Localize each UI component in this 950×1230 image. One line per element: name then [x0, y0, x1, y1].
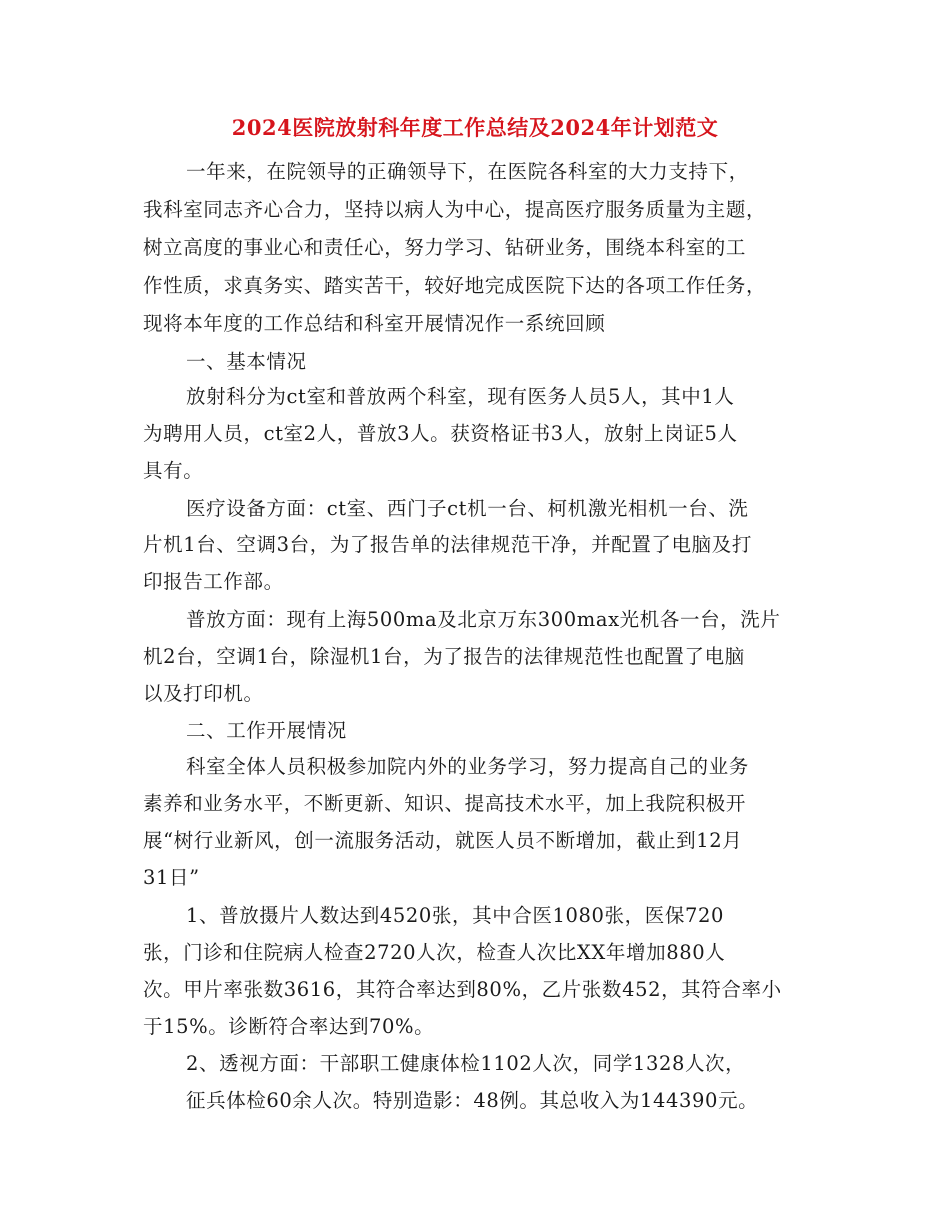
- paragraph-line: 科室全体人员积极参加院内外的业务学习，努力提高自己的业务: [186, 755, 749, 778]
- paragraph-line: 作性质，求真务实、踏实苦干，较好地完成医院下达的各项工作任务，: [143, 274, 767, 297]
- paragraph-line: 普放方面：现有上海500ma及北京万东300max光机各一台，洗片: [186, 608, 781, 631]
- paragraph-line: 一年来，在院领导的正确领导下，在医院各科室的大力支持下，: [186, 160, 749, 183]
- paragraph-line: 放射科分为ct室和普放两个科室，现有医务人员5人，其中1人: [186, 385, 735, 408]
- paragraph-line: 为聘用人员，ct室2人，普放3人。获资格证书3人，放射上岗证5人: [143, 422, 738, 445]
- paragraph-line: 次。甲片率张数3616，其符合率达到80%，乙片张数452，其符合率小: [143, 978, 782, 1001]
- paragraph-line: 张，门诊和住院病人检查2720人次，检查人次比XX年增加880人: [143, 941, 726, 964]
- paragraph-line: 具有。: [143, 459, 204, 482]
- paragraph-line: 医疗设备方面：ct室、西门子ct机一台、柯机激光相机一台、洗: [186, 497, 749, 520]
- paragraph-line: 现将本年度的工作总结和科室开展情况作一系统回顾: [143, 312, 606, 335]
- paragraph-line: 树立高度的事业心和责任心，努力学习、钻研业务，围绕本科室的工: [143, 236, 747, 259]
- paragraph-line: 1、普放摄片人数达到4520张，其中合医1080张，医保720: [186, 904, 724, 927]
- paragraph-line: 素养和业务水平，不断更新、知识、提高技术水平，加上我院积极开: [143, 792, 747, 815]
- paragraph-line: 以及打印机。: [143, 682, 264, 705]
- section-heading: 二、工作开展情况: [186, 719, 347, 742]
- paragraph-line: 机2台，空调1台，除湿机1台，为了报告的法律规范性也配置了电脑: [143, 645, 745, 668]
- paragraph-line: 31日”: [143, 866, 200, 889]
- document-title: 2024医院放射科年度工作总结及2024年计划范文: [231, 115, 719, 140]
- section-heading: 一、基本情况: [186, 350, 307, 373]
- paragraph-line: 2、透视方面：干部职工健康体检1102人次，同学1328人次，: [186, 1052, 746, 1075]
- paragraph-line: 片机1台、空调3台，为了报告单的法律规范干净，并配置了电脑及打: [143, 533, 752, 556]
- paragraph-line: 征兵体检60余人次。特别造影：48例。其总收入为144390元。: [186, 1089, 759, 1112]
- paragraph-line: 于15%。诊断符合率达到70%。: [143, 1015, 435, 1038]
- paragraph-line: 我科室同志齐心合力，坚持以病人为中心，提高医疗服务质量为主题，: [143, 198, 767, 221]
- paragraph-line: 展“树行业新风，创一流服务活动，就医人员不断增加，截止到12月: [143, 829, 743, 852]
- paragraph-line: 印报告工作部。: [143, 570, 284, 593]
